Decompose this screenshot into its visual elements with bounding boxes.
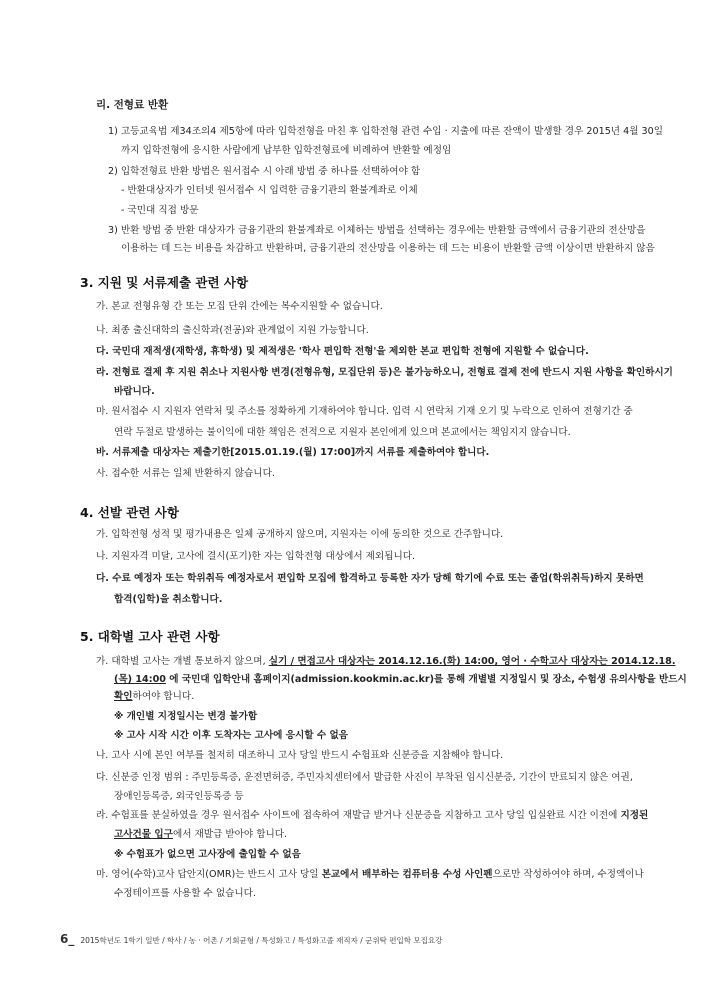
section-5-item-ra-cont <box>114 828 287 842</box>
refund-item-2-option-b: - 국민대 직접 방문 <box>121 205 199 216</box>
section-4-item-da: 다. 수료 예정자 또는 학위취득 예정자로서 편입학 모집에 합격하고 등록한 자가 당해 학기에 수료 또는 졸업(학위취득)하지 못하면 <box>96 573 644 584</box>
section-3-item-ma: 마. 원서접수 시 지원자 연락처 및 주소를 정확하게 기재하여야 합니다. 입력 시 연락처 기재 오기 및 누락으로 인하여 전형기간 중 <box>96 406 633 417</box>
section-4-item-ga: 가. 입학전형 성적 및 평가내용은 일체 공개하지 않으며, 지원자는 이에 동의한 것으로 간주합니다. <box>96 529 504 540</box>
refund-item-1: 1) 고등교육법 제34조의4 제5항에 따라 입학전형을 마친 후 입학전형 관련 수입 · 지출에 따른 잔액이 발생할 경우 2015년 4월 30일 <box>108 126 664 137</box>
section-5-confirm: 확인 <box>114 691 133 702</box>
section-4-item-da-cont: 합격(입학)을 취소합니다. <box>114 594 223 605</box>
section-3-heading: 3. 지원 및 서류제출 관련 사항 <box>80 275 249 290</box>
refund-item-2-option-a: - 반환대상자가 인터넷 원서접수 시 입력한 금융기관의 환불계좌로 이체 <box>121 185 418 196</box>
section-5-confirm-text: 하여야 합니다. <box>132 691 195 702</box>
section-5-building-entrance: 고사건물 입구 <box>114 829 173 840</box>
section-3-item-da: 다. 국민대 재적생(재학생, 휴학생) 및 제적생은 '학사 편입학 전형'을 제외한 본교 편입학 전형에 지원할 수 없습니다. <box>96 346 589 357</box>
section-3-item-ba: 바. 서류제출 대상자는 제출기한[2015.01.19.(월) 17:00]까지 서류를 제출하여야 합니다. <box>96 447 490 458</box>
section-5-item-ga-text: 가. 대학별 고사는 개별 통보하지 않으며, <box>96 656 269 667</box>
section-5-item-ma-cont: 수정테이프를 사용할 수 없습니다. <box>114 888 256 899</box>
page-footer <box>60 932 442 946</box>
section-5-note-ticket: ※ 수험표가 없으면 고사장에 출입할 수 없음 <box>114 849 301 860</box>
refund-item-3: 3) 반환 방법 중 반환 대상자가 금융기관의 환불계좌로 이체하는 방법을 선택하는 경우에는 반환할 금액에서 금융기관의 전산망을 <box>108 225 646 236</box>
refund-item-3-cont: 이용하는 데 드는 비용을 차감하고 반환하며, 금융기관의 전산망을 이용하는 데 드는 비용이 반환할 금액 이상이면 반환하지 않음 <box>121 243 655 254</box>
section-4-item-na: 나. 지원자격 미달, 고사에 결시(포기)한 자는 입학전형 대상에서 제외됩니다. <box>96 551 416 562</box>
section-5-item-ga <box>96 655 675 669</box>
section-5-item-ga-cont-2 <box>114 690 194 704</box>
section-3-item-ga: 가. 본교 전형유형 간 또는 모집 단위 간에는 복수지원할 수 없습니다. <box>96 301 383 312</box>
refund-item-2: 2) 입학전형료 반환 방법은 원서접수 시 아래 방법 중 하나를 선택하여야 함 <box>108 166 421 177</box>
section-5-exam-schedule: 실기 / 면접고사 대상자는 2014.12.16.(화) 14:00, 영어 · 수학고사 대상자는 2014.12.18. <box>268 656 676 667</box>
section-5-item-da-cont: 장애인등록증, 외국인등록증 등 <box>114 791 244 802</box>
section-5-exam-time: (목) 14:00 <box>114 674 166 685</box>
section-5-reissue-text: 에서 재발급 받아야 합니다. <box>172 829 288 840</box>
section-3-item-sa: 사. 접수한 서류는 일체 반환하지 않습니다. <box>96 468 275 479</box>
section-5-item-na: 나. 고사 시에 본인 여부를 철저히 대조하니 고사 당일 반드시 수험표와 신분증을 지참해야 합니다. <box>96 750 504 761</box>
section-5-item-ma <box>96 868 644 882</box>
section-5-item-ra-text: 라. 수험표를 분실하였을 경우 원서접수 사이트에 접속하여 재발급 받거나 신분증을 지참하고 고사 당일 입실완료 시간 이전에 <box>96 810 621 821</box>
refund-item-1-cont: 까지 입학전형에 응시한 사람에게 납부한 입학전형료에 비례하여 반환할 예정임 <box>121 145 452 156</box>
footer-text: 2015학년도 1학기 일반 / 학사 / 농 · 어촌 / 기회균형 / 특성화고 / 특성화고졸 재직자 / 군위탁 편입학 모집요강 <box>80 936 443 945</box>
section-5-item-ma-text: 마. 영어(수학)고사 답안지(OMR)는 반드시 고사 당일 <box>96 869 322 880</box>
section-5-note-schedule: ※ 개인별 지정일시는 변경 불가함 <box>114 711 258 722</box>
section-4-heading: 4. 선발 관련 사항 <box>80 505 179 520</box>
section-3-item-na: 나. 최종 출신대학의 출신학과(전공)와 관계없이 지원 가능합니다. <box>96 325 369 336</box>
refund-heading: 리. 전형료 반환 <box>96 99 169 111</box>
section-3-item-ma-cont: 연락 두절로 발생하는 불이익에 대한 책임은 전적으로 지원자 본인에게 있으며 본교에서는 책임지지 않습니다. <box>114 427 571 438</box>
section-5-note-late: ※ 고사 시작 시간 이후 도착자는 고사에 응시할 수 없음 <box>114 730 349 741</box>
section-3-item-ra-cont: 바랍니다. <box>114 386 155 397</box>
section-5-pen-note: 본교에서 배부하는 컴퓨터용 수성 사인펜 <box>321 869 493 880</box>
section-3-item-ra: 라. 전형료 결제 후 지원 취소나 지원사항 변경(전형유형, 모집단위 등)은 불가능하오니, 전형료 결제 전에 반드시 지원 사항을 확인하시기 <box>96 367 673 378</box>
section-5-item-da: 다. 신분증 인정 범위 : 주민등록증, 운전면허증, 주민자치센터에서 발급한 사진이 부착된 임시신분증, 기간이 만료되지 않은 여권, <box>96 772 633 783</box>
section-5-item-ma-tail: 으로만 작성하여야 하며, 수정액이나 <box>492 869 644 880</box>
section-5-designated: 지정된 <box>620 810 649 821</box>
section-5-heading: 5. 대학별 고사 관련 사항 <box>80 629 220 644</box>
section-5-item-ra <box>96 809 648 823</box>
page-number: 6_ <box>60 932 75 946</box>
section-5-item-ga-cont <box>114 673 687 687</box>
section-5-homepage-note: 에 국민대 입학안내 홈페이지(admission.kookmin.ac.kr)를 통해 개별별 지정일시 및 장소, 수험생 유의사항을 반드시 <box>165 674 687 685</box>
